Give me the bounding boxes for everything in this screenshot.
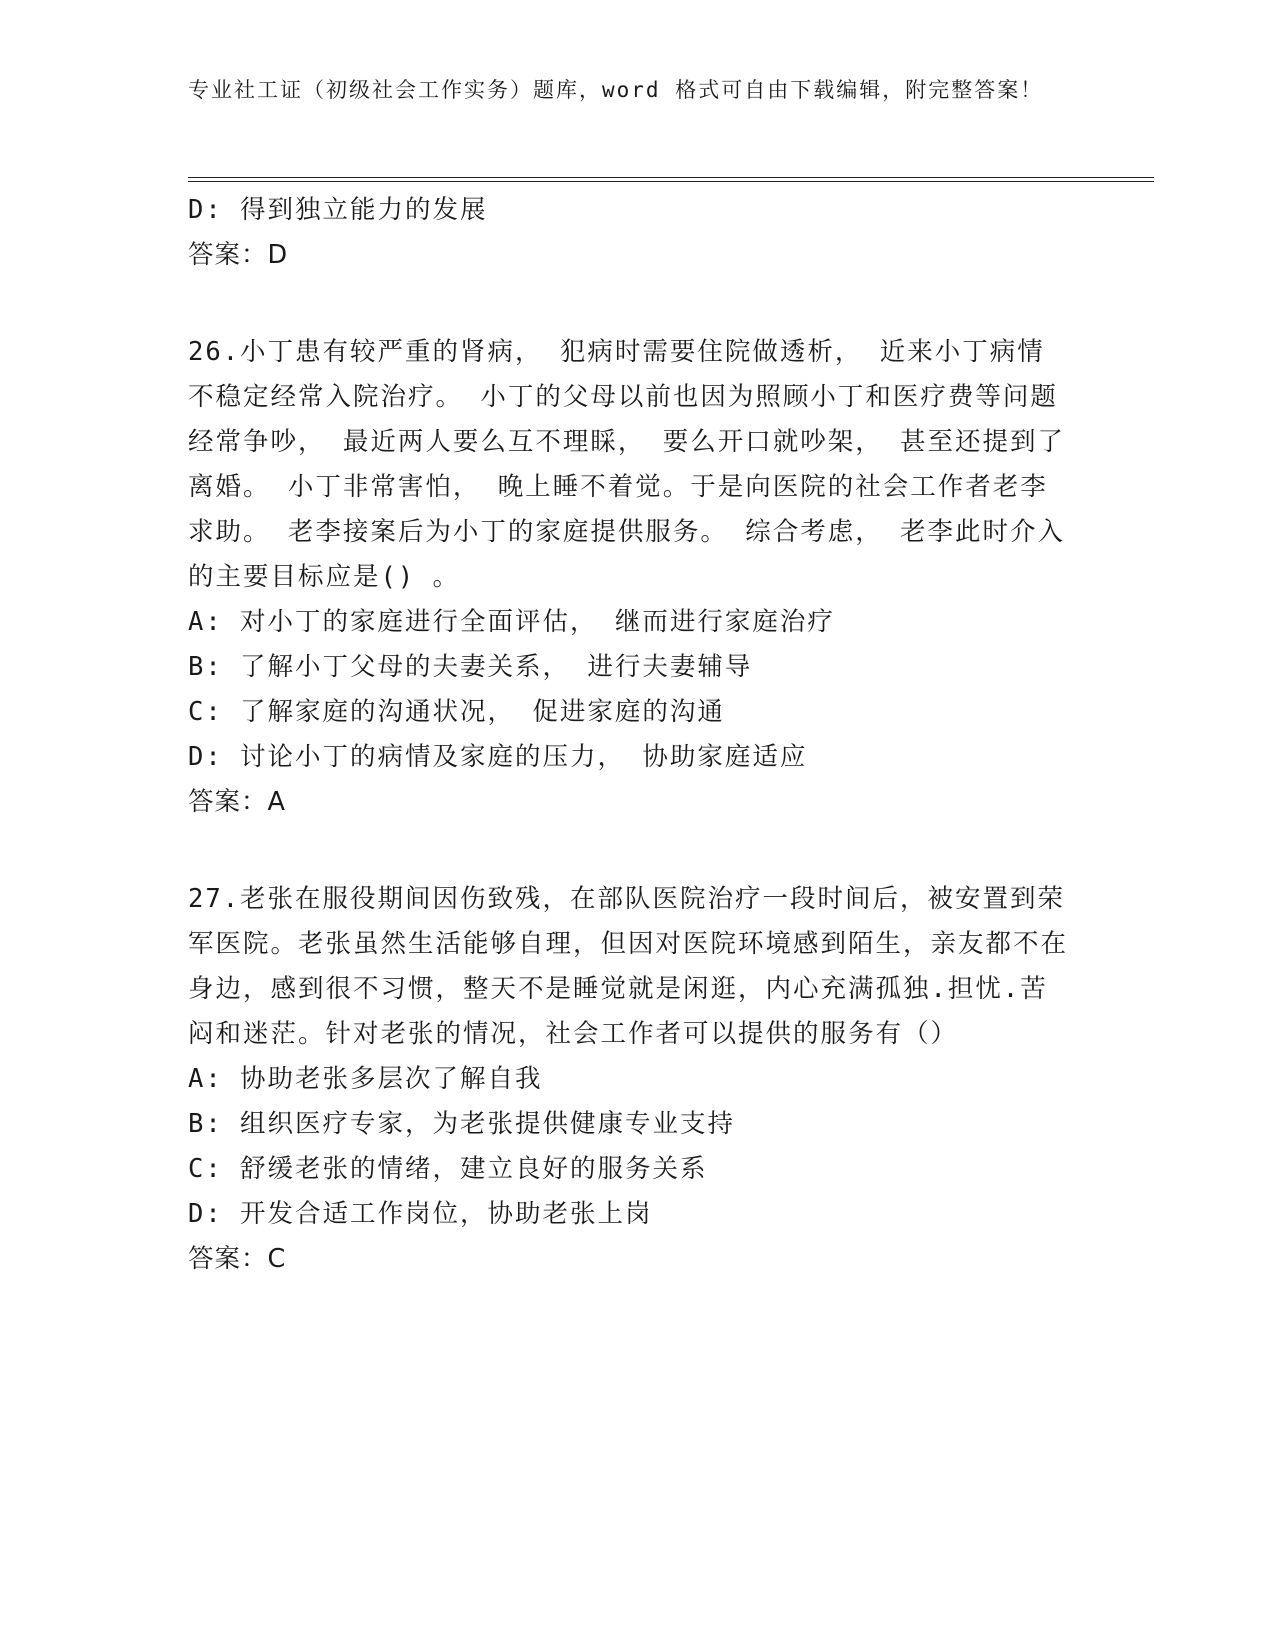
document-body xyxy=(188,188,1068,1282)
header-divider-bottom xyxy=(188,181,1154,182)
question-26 xyxy=(188,330,1068,825)
question-26-option-d: D: 讨论小丁的病情及家庭的压力， 协助家庭适应 xyxy=(188,742,808,772)
question-27-option-d: D: 开发合适工作岗位，协助老张上岗 xyxy=(188,1199,653,1229)
question-26-stem: 26.小丁患有较严重的肾病， 犯病时需要住院做透析， 近来小丁病情不稳定经常入院治疗。 小丁的父母以前也因为照顾小丁和医疗费等问题经常争吵， 最近两人要么互不理睬， 要么开口就吵架， 甚至还提到了离婚。 小丁非常害怕， 晚上睡不着觉。于是向医院的社会工作者老李求助。 老李接案后为小丁的家庭提供服务。 综合考虑， 老李此时介入的主要目标应是() 。 xyxy=(188,337,1066,592)
question-26-answer: 答案：A xyxy=(188,787,286,817)
question-27-answer: 答案：C xyxy=(188,1244,287,1274)
question-27 xyxy=(188,877,1068,1282)
header-divider-top xyxy=(188,177,1154,178)
prev-option-d: D: 得到独立能力的发展 xyxy=(188,195,488,225)
question-27-option-c: C: 舒缓老张的情绪，建立良好的服务关系 xyxy=(188,1154,708,1184)
question-27-option-a: A: 协助老张多层次了解自我 xyxy=(188,1064,543,1094)
prev-answer: 答案：D xyxy=(188,240,289,270)
question-27-stem: 27.老张在服役期间因伤致残，在部队医院治疗一段时间后，被安置到荣军医院。老张虽然生活能够自理，但因对医院环境感到陌生，亲友都不在身边，感到很不习惯，整天不是睡觉就是闲逛，内心充满孤独.担忧.苦闷和迷茫。针对老张的情况，社会工作者可以提供的服务有（） xyxy=(188,884,1069,1049)
question-26-option-b: B: 了解小丁父母的夫妻关系， 进行夫妻辅导 xyxy=(188,652,753,682)
question-26-option-c: C: 了解家庭的沟通状况， 促进家庭的沟通 xyxy=(188,697,725,727)
document-header: 专业社工证（初级社会工作实务）题库，word 格式可自由下载编辑，附完整答案！ xyxy=(188,78,1044,102)
question-27-option-b: B: 组织医疗专家，为老张提供健康专业支持 xyxy=(188,1109,736,1139)
question-26-option-a: A: 对小丁的家庭进行全面评估， 继而进行家庭治疗 xyxy=(188,607,835,637)
